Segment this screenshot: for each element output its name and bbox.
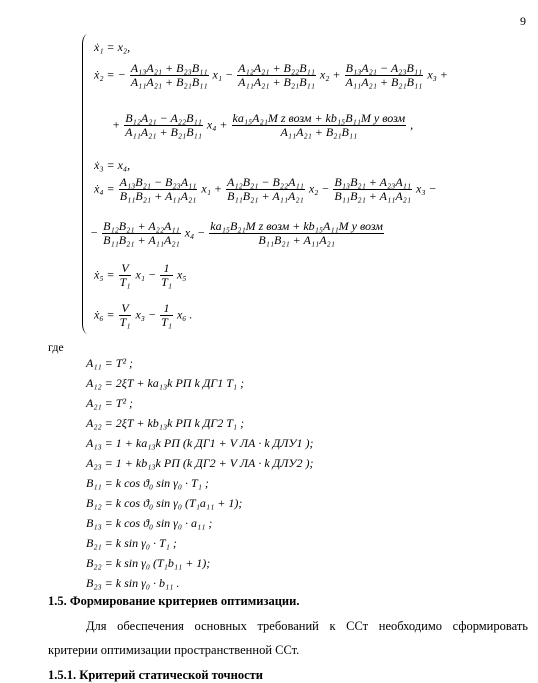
- coefficient-B13: B₁₃ = k cos ϑ₀ sin γ₀ · a₁₁ ;: [86, 516, 213, 530]
- coefficient-A23: A₂₃ = 1 + kb₁₃k РП (k ДГ2 + V ЛА · k ДЛУ2 );: [86, 456, 314, 470]
- x4-term-3-var: x₃ −: [416, 181, 437, 196]
- x4-lhs: ẋ₄ =: [94, 181, 115, 196]
- equation-x3: ẋ₃ = x₄,: [94, 158, 131, 172]
- x4-term-4-var: x₄ −: [184, 225, 206, 240]
- x6-fraction-1: $\frac{V}{\text{T₁}}$: [119, 301, 131, 329]
- equation-x4-line1: [94, 176, 437, 203]
- subsection-heading: 1.5.1. Критерий статической точности: [48, 668, 263, 682]
- x2-lhs: ẋ₂ = −: [94, 67, 126, 82]
- x2-fraction-5: $\frac{\text{ka₁₅A₂₁M z возм + kb₁₅B₁₁M y возм}}{\text{A₁₁A₂₁ + B₂₁B₁₁}}$: [232, 111, 406, 139]
- x2-term-3-var: x₃ +: [427, 67, 448, 82]
- coefficient-A12: A₁₂ = 2ξT + ka₁₃k РП k ДГ1 T₁ ;: [86, 376, 245, 390]
- x2-term-2-var: x₂ +: [319, 67, 341, 82]
- coefficient-B11: B₁₁ = k cos ϑ₀ sin γ₀ · T₁ ;: [86, 476, 209, 490]
- x4-fraction-1: $\frac{\text{A₁₃B₂₁ − B₂₃A₁₁}}{\text{B₁₁B₂₁ + A₁₁A₂₁}}$: [119, 175, 197, 203]
- x4-fraction-5: $\frac{\text{ka₁₅B₂₁M z возм + kb₁₅A₁₁M y возм}}{\text{B₁₁B₂₁ + A₁₁A₂₁}}$: [210, 219, 383, 247]
- x2-tail: ,: [410, 117, 414, 132]
- x2-fraction-1: $\frac{\text{A₁₃A₂₁ + B₂₃B₁₁}}{\text{A₁₁A₂₁ + B₂₁B₁₁}}$: [130, 61, 208, 89]
- x2-line2-lead: +: [112, 117, 121, 132]
- equation-x2-line2: [112, 112, 413, 139]
- x5-lhs: ẋ₅ =: [94, 267, 115, 282]
- coefficient-A21: A₂₁ = T² ;: [86, 396, 134, 410]
- page-number: 9: [520, 14, 526, 28]
- x5-fraction-1: $\frac{V}{\text{T₁}}$: [119, 261, 131, 289]
- equation-x1: ẋ₁ = x₂,: [94, 40, 131, 54]
- x4-term-2-var: x₂ −: [308, 181, 330, 196]
- x6-lhs: ẋ₆ =: [94, 307, 115, 322]
- where-label: где: [48, 340, 64, 354]
- equation-x5: [94, 262, 186, 289]
- x4-fraction-4: $\frac{\text{B₁₂B₂₁ + A₂₂A₁₁}}{\text{B₁₁B₂₁ + A₁₁A₂₁}}$: [103, 219, 180, 247]
- coefficient-A11: A₁₁ = T² ;: [86, 356, 134, 370]
- x5-fraction-2: $\frac{1}{\text{T₁}}$: [161, 261, 172, 289]
- x2-fraction-2: $\frac{\text{A₁₂A₂₁ + B₂₂B₁₁}}{\text{A₁₁A₂₁ + B₂₁B₁₁}}$: [238, 61, 315, 89]
- x6-fraction-2: $\frac{1}{\text{T₁}}$: [161, 301, 172, 329]
- coefficient-B12: B₁₂ = k cos ϑ₀ sin γ₀ (T₁a₁₁ + 1);: [86, 496, 243, 510]
- coefficient-A22: A₂₂ = 2ξT + kb₁₃k РП k ДГ2 T₁ ;: [86, 416, 245, 430]
- x5-term-1-var: x₁ −: [135, 267, 157, 282]
- system-brace: [82, 34, 91, 334]
- x2-fraction-4: $\frac{\text{B₁₂A₂₁ − A₂₂B₁₁}}{\text{A₁₁A₂₁ + B₂₁B₁₁}}$: [125, 111, 202, 139]
- x5-term-2-var: x₅: [176, 267, 187, 282]
- x4-fraction-2: $\frac{\text{A₁₂B₂₁ − B₂₂A₁₁}}{\text{B₁₁B₂₁ + A₁₁A₂₁}}$: [227, 175, 304, 203]
- x4-line2-lead: −: [90, 225, 99, 240]
- x6-term-2-var: x₆ .: [176, 307, 193, 322]
- section-heading: 1.5. Формирование критериев оптимизации.: [48, 594, 300, 608]
- x4-fraction-3: $\frac{\text{B₁₃B₂₁ + A₂₃A₁₁}}{\text{B₁₁B₂₁ + A₁₁A₂₁}}$: [334, 175, 411, 203]
- x6-term-1-var: x₃ −: [135, 307, 157, 322]
- equation-x2-line1: [94, 62, 448, 89]
- x2-fraction-3: $\frac{\text{B₁₃A₂₁ − A₂₃B₁₁}}{\text{A₁₁A₂₁ + B₂₁B₁₁}}$: [345, 61, 423, 89]
- coefficient-B21: B₂₁ = k sin γ₀ · T₁ ;: [86, 536, 177, 550]
- equation-x4-line2: [90, 220, 385, 247]
- coefficient-B22: B₂₂ = k sin γ₀ (T₁b₁₁ + 1);: [86, 556, 211, 570]
- x2-term-4-var: x₄ +: [206, 117, 228, 132]
- x4-term-1-var: x₁ +: [201, 181, 223, 196]
- paragraph: Для обеспечения основных требований к ССт необходимо сформировать критерии оптимизации пространственной ССт.: [48, 619, 528, 657]
- equation-x6: [94, 302, 192, 329]
- x2-term-1-var: x₁ −: [212, 67, 234, 82]
- coefficient-A13: A₁₃ = 1 + ka₁₃k РП (k ДГ1 + V ЛА · k ДЛУ1 );: [86, 436, 314, 450]
- coefficient-B23: B₂₃ = k sin γ₀ · b₁₁ .: [86, 576, 180, 590]
